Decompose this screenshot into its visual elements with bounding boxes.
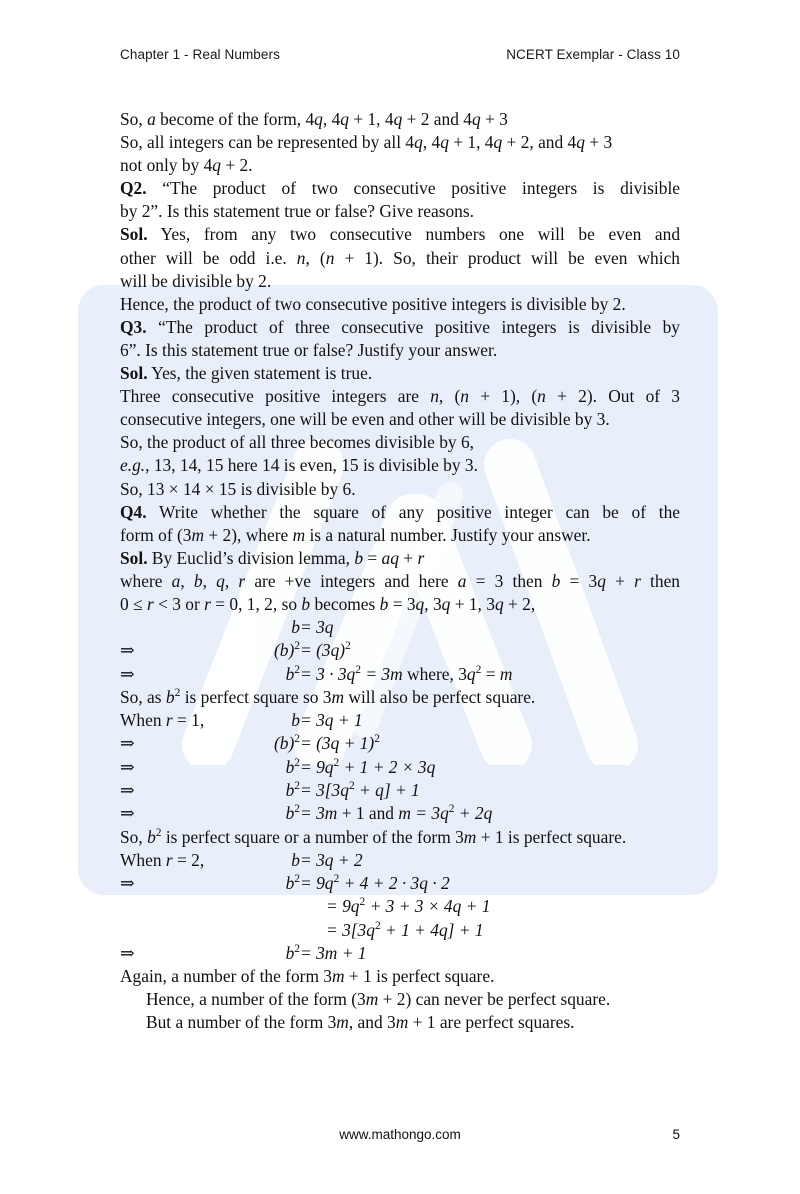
math-expr: · 2 <box>427 872 450 893</box>
math-var: r <box>204 593 211 614</box>
equation-arrow: ⇒ <box>120 942 135 963</box>
text-run: Hence, a number of the form (3 <box>146 989 366 1010</box>
question-q4-line1 <box>120 501 680 524</box>
text-run: + 1, 4 <box>448 132 494 153</box>
equation-lhs <box>240 895 300 918</box>
equation-lhs <box>240 663 300 686</box>
text-run: then <box>640 570 680 591</box>
text-run: When <box>120 849 166 870</box>
text-run: consecutive integers, one will be even and other will be divisible by 3. <box>120 409 610 430</box>
math-var: b <box>291 617 300 638</box>
math-var: b <box>285 872 295 893</box>
header-book-title: NCERT Exemplar - Class 10 <box>506 47 680 62</box>
text-run: become of the form, 4 <box>155 109 315 129</box>
math-exponent: 2 <box>294 640 300 653</box>
equation-rhs <box>300 942 366 965</box>
math-var: b <box>354 547 364 568</box>
header-chapter-title: Chapter 1 - Real Numbers <box>120 47 280 62</box>
math-var: q <box>466 663 476 684</box>
solution-q2-line2 <box>120 247 680 270</box>
math-var: n <box>460 386 469 407</box>
text-run: is a natural number. Justify your answer. <box>305 524 591 545</box>
math-expr: = 3q <box>300 617 334 638</box>
text-run: becomes <box>310 593 380 614</box>
math-var: n <box>537 386 546 407</box>
text-run: So, the product of all three becomes divisible by 6, <box>120 432 475 453</box>
math-exponent: 2 <box>348 780 355 793</box>
equation-rhs <box>300 802 492 825</box>
math-exponent: 2 <box>294 780 300 793</box>
text-run: , 13, 14, 15 here 14 is even, 15 is divisible by 3. <box>145 455 478 476</box>
equation-arrow: ⇒ <box>120 803 135 824</box>
equation-row <box>120 663 680 686</box>
math-var: q <box>340 109 349 129</box>
math-expr: + 4 + 2 · 3 <box>339 872 420 893</box>
text-run: 6”. Is this statement true or false? Justify your answer. <box>120 339 498 360</box>
math-var: q <box>366 919 375 940</box>
equation-arrow: ⇒ <box>120 733 135 754</box>
equation-row <box>120 849 680 872</box>
solution-q3-line1 <box>120 362 680 385</box>
math-var: r <box>146 593 154 614</box>
where-line <box>120 570 680 593</box>
math-expr: = 3q + 1 <box>300 710 363 731</box>
equation-rhs <box>300 639 351 662</box>
math-expr: = 3 <box>360 663 391 684</box>
math-exponent: 2 <box>155 826 162 839</box>
math-var: (b) <box>273 640 295 661</box>
range-line <box>120 593 680 616</box>
but-q4-line <box>120 1011 680 1034</box>
equation-lhs <box>240 942 300 965</box>
math-var: n <box>296 247 306 268</box>
math-exponent: 2 <box>345 640 351 653</box>
math-expr: = 3 <box>410 803 441 824</box>
text-run: < 3 or <box>153 593 205 614</box>
footer-website-url[interactable]: www.mathongo.com <box>339 1127 461 1142</box>
text-run: , ( <box>438 386 461 407</box>
math-exponent: 2 <box>294 873 300 886</box>
math-var: q <box>330 640 340 661</box>
product-line <box>120 478 680 501</box>
equation-row <box>120 919 680 942</box>
math-exponent: 2 <box>294 943 300 956</box>
equation-condition <box>120 709 240 732</box>
solution-label: Sol. <box>120 547 148 568</box>
math-expr: = 3 · 3 <box>300 663 347 684</box>
again-line <box>120 965 680 988</box>
text-run: is perfect square or a number of the form 3 <box>161 826 464 847</box>
math-var: b <box>147 826 156 847</box>
solution-q2-line3 <box>120 270 680 293</box>
math-exponent: 2 <box>333 756 340 769</box>
three-consecutive-line3 <box>120 431 680 454</box>
hence-q4-line <box>120 988 680 1011</box>
text-run: ) <box>339 640 346 661</box>
math-var: m <box>398 803 411 824</box>
math-var: a <box>171 570 181 591</box>
hence-q2 <box>120 293 680 316</box>
math-exponent: 2 <box>374 919 381 932</box>
equation-arrow: ⇒ <box>120 756 135 777</box>
math-var: m <box>499 663 513 684</box>
math-var: a <box>147 109 156 129</box>
question-label: Q3. <box>120 316 147 337</box>
equation-lhs <box>240 872 300 895</box>
text-run: Yes, the given statement is true. <box>151 363 373 384</box>
math-exponent: 2 <box>475 663 482 676</box>
equation-arrow <box>120 616 240 639</box>
text-run: Hence, the product of two consecutive positive integers is divisible by 2. <box>120 293 626 314</box>
math-var: aq <box>381 547 399 568</box>
math-expr: + 1 <box>461 896 491 917</box>
example-line <box>120 454 680 477</box>
math-var: m <box>191 524 205 545</box>
math-var: b <box>301 593 311 614</box>
math-var: q <box>375 779 384 800</box>
text-run: + 1 and <box>337 803 399 824</box>
math-var: r <box>238 570 246 591</box>
math-var: q <box>441 593 451 614</box>
equation-rhs <box>300 895 490 918</box>
text-run: + 1, 3 <box>450 593 495 614</box>
math-exponent: 2 <box>374 733 380 746</box>
math-exponent: 2 <box>294 733 300 746</box>
math-expr: = 9 <box>300 756 325 777</box>
equation-rhs <box>300 849 363 872</box>
math-expr: = 3q + 2 <box>300 849 363 870</box>
text-run: = 3 <box>388 593 416 614</box>
text-run: + 2 and 4 <box>402 109 472 129</box>
math-var: b <box>285 663 295 684</box>
math-var: m <box>324 942 338 963</box>
math-var: b <box>193 570 203 591</box>
math-exponent: 2 <box>174 687 181 700</box>
text-run: , <box>224 570 239 591</box>
math-var: q <box>440 132 449 153</box>
so-b2-line <box>120 686 680 709</box>
math-expr: ] + 1 <box>447 919 484 940</box>
math-expr: + 1 + 4 <box>380 919 439 940</box>
math-var: b <box>379 593 389 614</box>
math-var: q <box>212 155 221 176</box>
math-expr: ] + 1 <box>383 779 420 800</box>
text-run: , 3 <box>424 593 442 614</box>
equation-row <box>120 616 680 639</box>
math-var: a <box>457 570 467 591</box>
equation-arrow: ⇒ <box>120 640 135 661</box>
solution-q4-line1 <box>120 547 680 570</box>
equation-lhs <box>240 732 300 755</box>
math-exponent: 2 <box>333 873 340 886</box>
equation-arrow <box>120 919 240 942</box>
math-var: m <box>292 524 306 545</box>
math-var: r <box>165 710 173 731</box>
math-var: q <box>440 803 449 824</box>
equation-rhs <box>300 872 450 895</box>
equation-row <box>120 732 680 755</box>
math-var: b <box>285 942 295 963</box>
math-var: m <box>324 803 338 824</box>
math-var: m <box>395 1012 409 1033</box>
text-line <box>120 131 680 154</box>
text-run: + 2). Out of 3 <box>545 386 680 407</box>
question-label: Q4. <box>120 501 147 522</box>
math-var: b <box>285 803 295 824</box>
equation-row <box>120 779 680 802</box>
text-run: are +ve integers and here <box>245 570 458 591</box>
question-q3-line1 <box>120 316 680 339</box>
math-var: n <box>430 386 439 407</box>
equation-row <box>120 872 680 895</box>
equation-row <box>120 639 680 662</box>
text-run: other will be odd i.e. <box>120 247 297 268</box>
text-run: Write whether the square of any positive integer can be of the <box>159 501 680 522</box>
text-run: not only by 4 <box>120 155 213 176</box>
text-run: will be divisible by 2. <box>120 270 272 291</box>
equation-lhs <box>240 709 300 732</box>
text-run: = 3 <box>560 570 598 591</box>
equation-rhs <box>300 663 512 686</box>
equation-arrow <box>120 895 240 918</box>
equation-arrow: ⇒ <box>120 872 135 893</box>
equation-arrow: ⇒ <box>120 663 135 684</box>
text-run: Yes, from any two consecutive numbers one will be even and <box>160 224 681 245</box>
math-var: q <box>324 756 334 777</box>
math-var: (b) <box>273 733 295 754</box>
text-run: , and 3 <box>348 1012 396 1033</box>
text-run: = (3 <box>300 733 331 754</box>
math-expr: + 1 <box>337 942 367 963</box>
text-run: + 1 is perfect square. <box>476 826 627 847</box>
text-line <box>120 154 680 177</box>
equation-row <box>120 756 680 779</box>
math-var: q <box>216 570 225 591</box>
math-var: q <box>494 593 504 614</box>
text-run: + 1 is perfect square. <box>344 966 495 987</box>
math-var: q <box>314 109 323 129</box>
equation-lhs <box>240 756 300 779</box>
math-expr: + <box>354 779 376 800</box>
text-run: = 2, <box>172 849 205 870</box>
math-var: m <box>331 686 345 707</box>
text-run: where <box>120 570 172 591</box>
math-var: b <box>291 710 300 731</box>
math-var: q <box>330 733 340 754</box>
text-run: , <box>180 570 194 591</box>
equation-arrow: ⇒ <box>120 779 135 800</box>
text-run: “The product of two consecutive positive integers is divisible <box>162 178 680 199</box>
math-var: m <box>463 826 477 847</box>
math-var: r <box>417 547 425 568</box>
text-run: When <box>120 710 166 731</box>
math-var: b <box>285 779 295 800</box>
math-var: n <box>325 247 335 268</box>
equation-lhs <box>240 779 300 802</box>
equation-rhs <box>300 732 380 755</box>
math-expr: = 9 <box>326 896 351 917</box>
math-expr: = 9 <box>300 872 325 893</box>
math-exponent: 2 <box>294 803 300 816</box>
equation-row <box>120 942 680 965</box>
math-var: m <box>336 1012 349 1033</box>
three-consecutive-line1 <box>120 385 680 408</box>
text-run: will also be perfect square. <box>344 686 536 707</box>
text-run: + <box>398 547 418 568</box>
equation-row <box>120 802 680 825</box>
math-expr: = 3 <box>300 803 325 824</box>
text-run: = <box>481 663 500 684</box>
math-var: m <box>365 989 379 1010</box>
math-var: q <box>576 132 585 153</box>
math-var: q <box>346 663 356 684</box>
math-var: q <box>493 132 503 153</box>
text-run: e.g. <box>120 455 146 476</box>
math-var: q <box>452 896 462 917</box>
math-expr: + 3 + 3 × 4 <box>365 896 453 917</box>
equation-lhs <box>240 849 300 872</box>
text-run: = <box>363 547 382 568</box>
solution-q2-line1 <box>120 223 680 246</box>
text-run: + 1), ( <box>469 386 538 407</box>
math-var: q <box>414 132 423 153</box>
math-var: r <box>165 849 173 870</box>
math-var: b <box>165 686 175 707</box>
question-q4-line2 <box>120 524 680 547</box>
text-run: , ( <box>305 247 326 268</box>
math-var: b <box>291 849 300 870</box>
math-var: q <box>483 803 493 824</box>
text-run: by 2”. Is this statement true or false? Give reasons. <box>120 201 474 222</box>
text-run: + 2) can never be perfect square. <box>378 989 611 1010</box>
math-var: q <box>426 756 436 777</box>
text-run: form of (3 <box>120 524 192 545</box>
text-run: + 2), where <box>204 524 293 545</box>
text-run: + 3 <box>584 132 613 153</box>
text-run: So, 13 × 14 × 15 is divisible by 6. <box>120 478 356 499</box>
equation-rhs <box>300 709 363 732</box>
page-header <box>120 47 680 62</box>
math-expr: = 3[3 <box>326 919 367 940</box>
math-var: q <box>597 570 606 591</box>
solution-label: Sol. <box>120 363 148 384</box>
text-run: = (3 <box>300 640 331 661</box>
text-run: + 3 <box>480 109 508 129</box>
question-label: Q2. <box>120 178 147 199</box>
math-exponent: 2 <box>294 756 300 769</box>
equation-lhs <box>240 919 300 942</box>
text-run: + 2. <box>220 155 253 176</box>
text-run: So, all integers can be represented by all 4 <box>120 132 415 153</box>
text-run: + 1, 4 <box>348 109 394 129</box>
math-var: q <box>324 872 334 893</box>
math-exponent: 2 <box>355 663 361 676</box>
math-exponent: 2 <box>359 896 366 909</box>
equation-lhs <box>240 639 300 662</box>
text-run: + 1 are perfect squares. <box>408 1012 575 1033</box>
math-expr: = 3[3 <box>300 779 341 800</box>
math-var: m <box>390 663 403 684</box>
text-run: 0 ≤ <box>120 593 147 614</box>
question-q3-line2 <box>120 339 680 362</box>
text-run: = 0, 1, 2, so <box>210 593 302 614</box>
text-run: By Euclid’s division lemma, <box>151 547 355 568</box>
math-var: q <box>415 593 425 614</box>
text-run: , 4 <box>422 132 441 153</box>
solution-label: Sol. <box>120 224 148 245</box>
math-var: q <box>350 896 360 917</box>
math-expr: = 3 <box>300 942 325 963</box>
text-run: “The product of three consecutive positive integers is divisible by <box>158 316 680 337</box>
math-expr: + 2 <box>454 803 484 824</box>
text-line <box>120 108 680 131</box>
math-var: q <box>393 109 403 129</box>
equation-rhs <box>300 756 435 779</box>
equation-condition <box>120 849 240 872</box>
text-run: But a number of the form 3 <box>146 1012 337 1033</box>
text-run: + <box>605 570 635 591</box>
math-var: r <box>634 570 641 591</box>
text-run: So, <box>120 826 148 847</box>
equation-row <box>120 709 680 732</box>
equation-row <box>120 895 680 918</box>
math-exponent: 2 <box>448 803 455 816</box>
text-run: is perfect square so 3 <box>180 686 332 707</box>
equation-rhs <box>300 919 484 942</box>
text-run: where, 3 <box>402 663 467 684</box>
text-run: + 1) <box>339 733 375 754</box>
page-content <box>120 108 680 1034</box>
text-run: = 3 then <box>466 570 552 591</box>
footer-page-number: 5 <box>672 1127 680 1142</box>
math-var: q <box>438 919 448 940</box>
text-run: + 1). So, their product will be even which <box>334 247 680 268</box>
question-q2-line1 <box>120 177 680 200</box>
text-run: + 2, and 4 <box>502 132 577 153</box>
equation-lhs <box>240 616 300 639</box>
math-var: q <box>340 779 349 800</box>
equation-rhs <box>300 779 420 802</box>
text-run: = 1, <box>172 710 205 731</box>
so-b2-square-line <box>120 826 680 849</box>
text-run: + 2, <box>503 593 536 614</box>
equation-rhs <box>300 616 333 639</box>
math-var: m <box>332 966 345 987</box>
text-run: So, as <box>120 686 166 707</box>
question-q2-line2 <box>120 200 680 223</box>
math-expr: + 1 + 2 × 3 <box>339 756 427 777</box>
math-var: q <box>471 109 481 129</box>
math-var: b <box>285 756 295 777</box>
text-run: , <box>202 570 217 591</box>
math-var: b <box>551 570 561 591</box>
three-consecutive-line2 <box>120 408 680 431</box>
equation-lhs <box>240 802 300 825</box>
text-run: Again, a number of the form 3 <box>120 966 333 987</box>
text-run: , 4 <box>322 109 341 129</box>
text-run: So, <box>120 109 148 129</box>
math-var: q <box>419 872 428 893</box>
math-exponent: 2 <box>294 663 300 676</box>
text-run: Three consecutive positive integers are <box>120 386 431 407</box>
